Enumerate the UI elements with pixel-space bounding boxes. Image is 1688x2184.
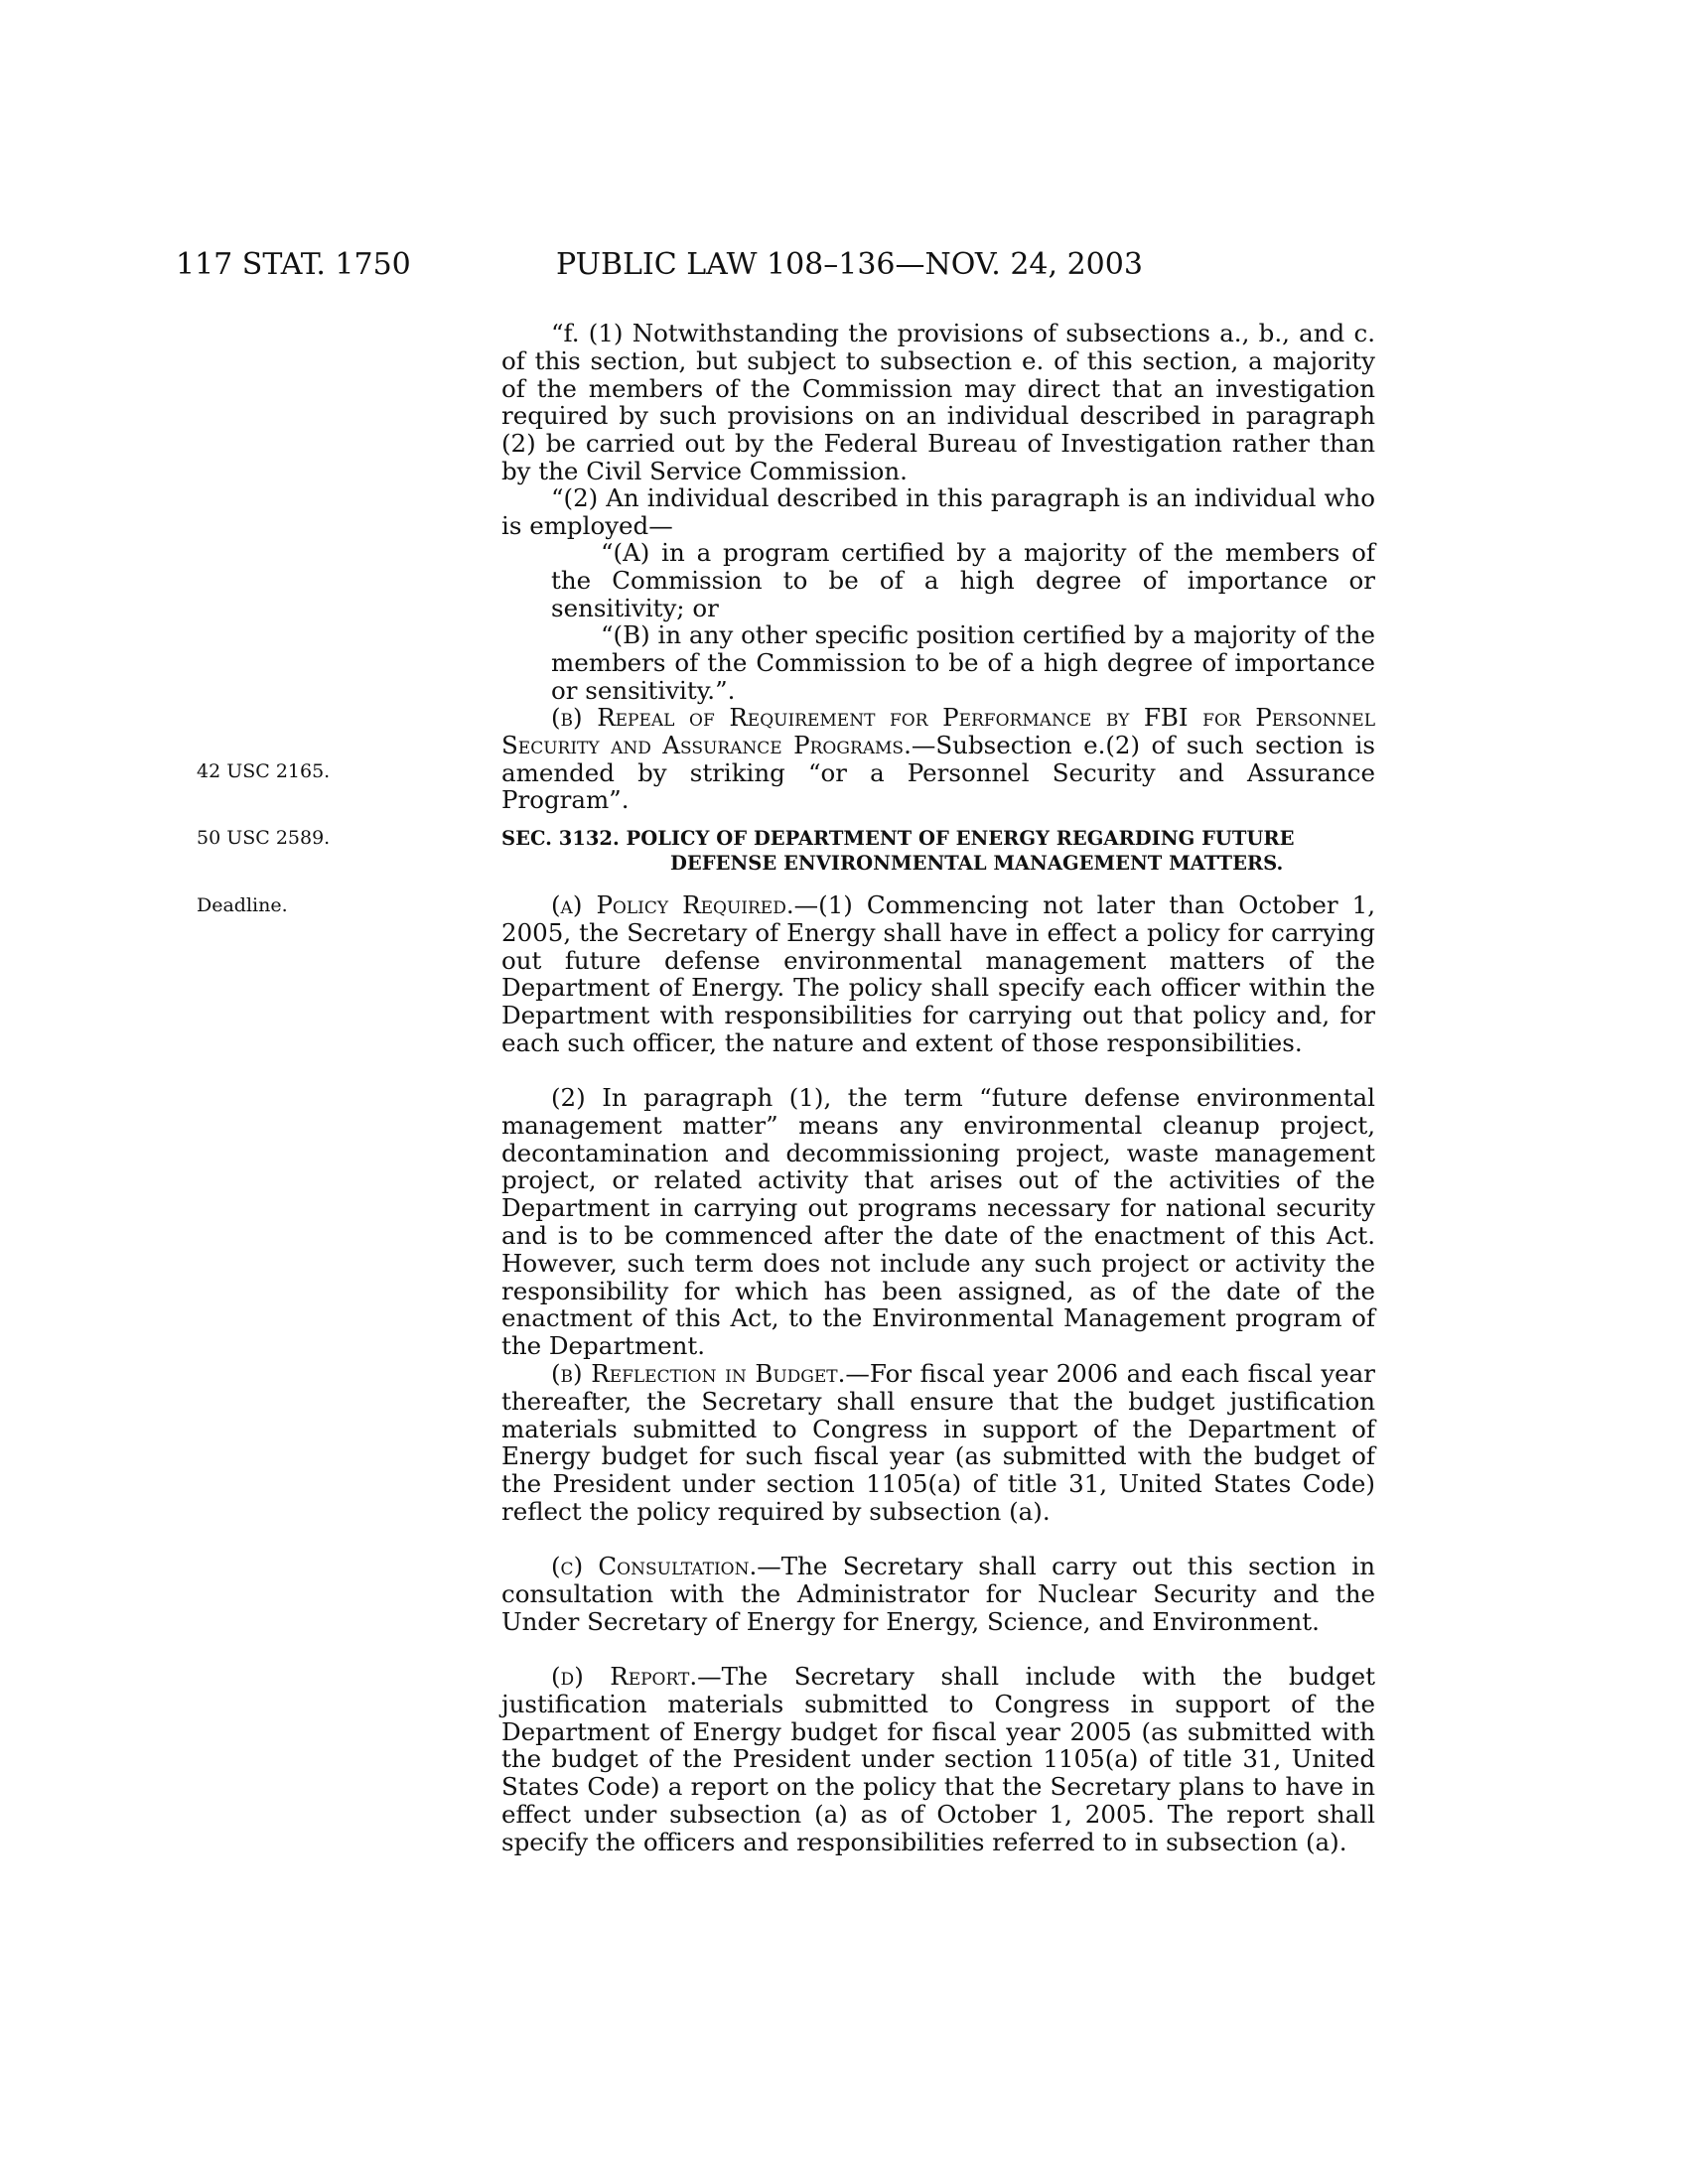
paragraph-d-report [501, 1663, 1375, 1856]
paragraph-f1: “f. (1) Notwithstanding the provisions of subsections a., b., and c. of this section, but subject to subsection e. of this section, a majority of the members of the Commission may direct that an investigation required by such provisions on an individual described in paragraph (2) be carried out by the Federal Bureau of Investigation rather than by the Civil Service Commission. [501, 319, 1375, 485]
paragraph-f2: “(2) An individual described in this paragraph is an individual who is employed— [501, 483, 1375, 540]
paragraph-b-repeal [501, 704, 1375, 814]
subsection-heading-d: (d) Report. [551, 1662, 698, 1691]
margin-note-50-usc-2589: 50 USC 2589. [197, 827, 331, 849]
running-header: PUBLIC LAW 108–136—NOV. 24, 2003 [556, 247, 1143, 282]
subsection-heading-b-repeal: (b) Repeal of Requirement for Performance by FBI for Personnel Security and Assurance Programs. [501, 703, 1375, 759]
subsection-text-b-repeal: —Subsection e.(2) of such section is amended by striking “or a Personnel Security and Assurance Program”. [501, 730, 1375, 815]
subsection-text-c: —The Secretary shall carry out this section in consultation with the Administrator for Nuclear Security and the Under Secretary of Energy for Energy, Science, and Environment. [501, 1552, 1375, 1636]
section-title-line-2: DEFENSE ENVIRONMENTAL MANAGEMENT MATTERS. [670, 852, 1284, 875]
section-title-line-1: SEC. 3132. POLICY OF DEPARTMENT OF ENERGY REGARDING FUTURE [501, 827, 1295, 850]
paragraph-a2: (2) In paragraph (1), the term “future defense environmental management matter” means any environmental cleanup project, decontamination and decommissioning project, waste management project, or related activity that arises out of the activities of the Department in carrying out programs necessary for national security and is to be commenced after the date of the enactment of this Act. However, such term does not include any such project or activity the responsibility for which has been assigned, as of the date of the enactment of this Act, to the Environmental Management program of the Department. [501, 1083, 1375, 1361]
subsection-text-b-budget: —For fiscal year 2006 and each fiscal year thereafter, the Secretary shall ensure that the budget justification materials submitted to Congress in support of the Department of Energy budget for such fiscal year (as submitted with the budget of the President under section 1105(a) of title 31, United States Code) reflect the policy required by subsection (a). [501, 1359, 1375, 1526]
statute-page-number: 117 STAT. 1750 [176, 247, 411, 282]
margin-note-42-usc-2165: 42 USC 2165. [197, 760, 331, 782]
paragraph-f2-a: “(A) in a program certified by a majority of the members of the Commission to be of a high degree of importance or sensitivity; or [551, 538, 1375, 622]
paragraph-f2-b: “(B) in any other specific position certified by a majority of the members of the Commission to be of a high degree of importance or sensitivity.”. [551, 620, 1375, 705]
subsection-heading-a: (a) Policy Required. [551, 890, 794, 919]
paragraph-a-policy [501, 891, 1375, 1057]
subsection-text-d: —The Secretary shall include with the budget justification materials submitted to Congress in support of the Department of Energy budget for fiscal year 2005 (as submitted with the budget of the President under section 1105(a) of title 31, United States Code) a report on the policy that the Secretary plans to have in effect under subsection (a) as of October 1, 2005. The report shall specify the officers and responsibilities referred to in subsection (a). [501, 1662, 1375, 1856]
subsection-text-a: —(1) Commencing not later than October 1, 2005, the Secretary of Energy shall have in effect a policy for carrying out future defense environmental management matters of the Department of Energy. The policy shall specify each officer within the Department with responsibilities for carrying out that policy and, for each such officer, the nature and extent of those responsibilities. [501, 890, 1376, 1057]
section-title [501, 826, 1375, 876]
subsection-heading-b-budget: (b) Reflection in Budget. [551, 1359, 846, 1388]
paragraph-c-consultation [501, 1553, 1375, 1635]
paragraph-b-budget [501, 1360, 1375, 1526]
margin-note-deadline: Deadline. [197, 894, 288, 916]
subsection-heading-c: (c) Consultation. [551, 1552, 758, 1580]
